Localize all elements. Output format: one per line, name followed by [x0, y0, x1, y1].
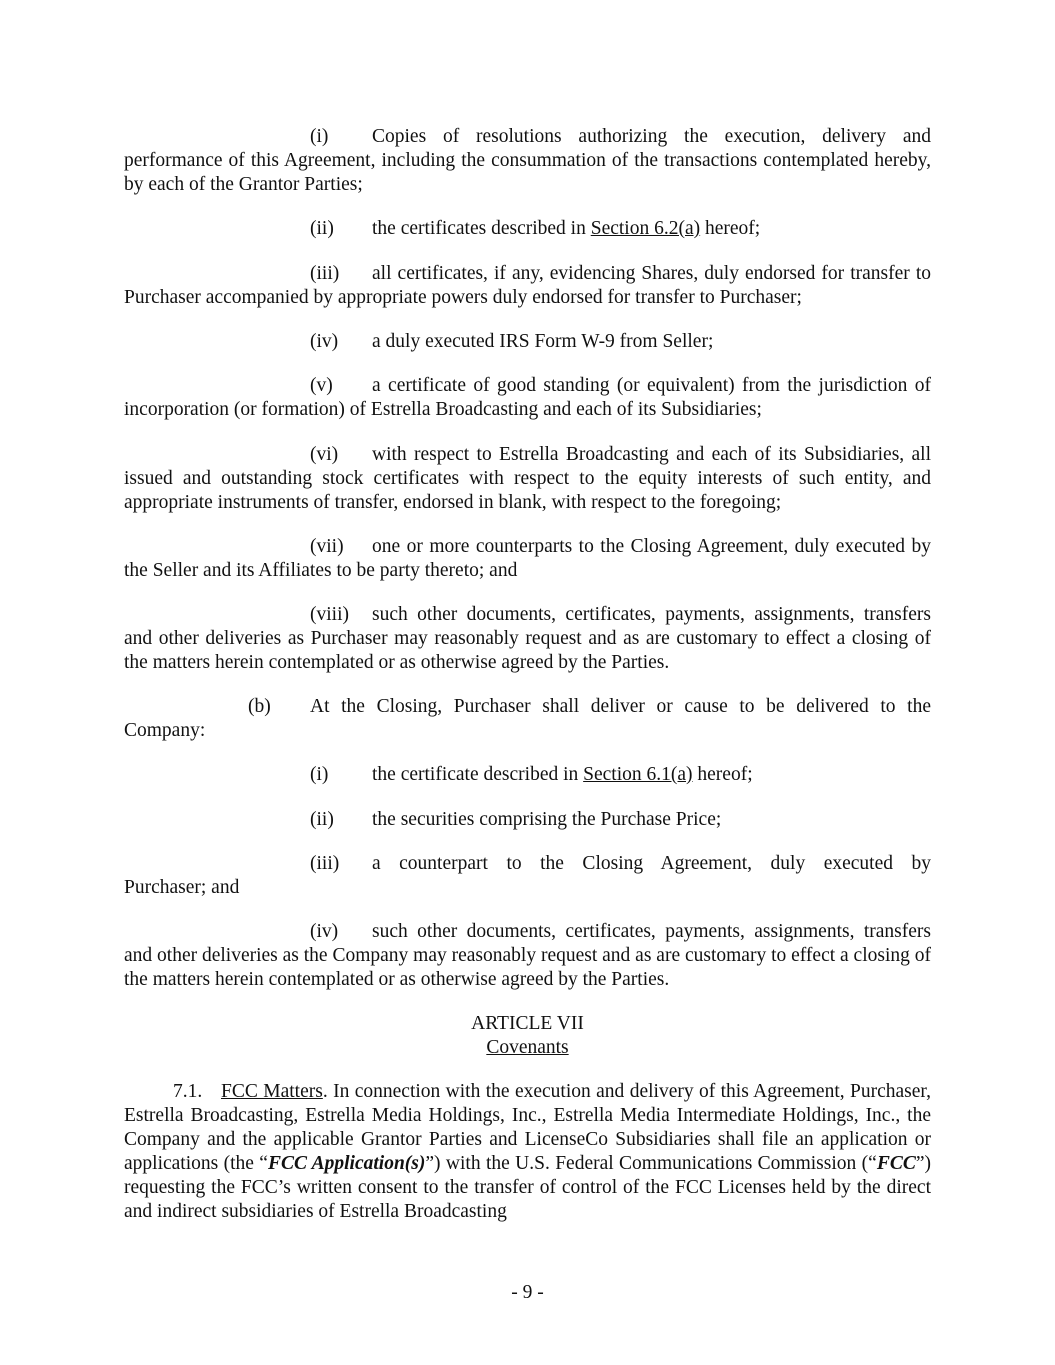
item-text: a duly executed IRS Form W-9 from Seller;	[372, 331, 714, 352]
item-number: (v)	[310, 375, 333, 396]
section-b-number: (b)	[248, 696, 271, 717]
item-text: a certificate of good standing (or equivalent) from the jurisdiction of incorporation (or formation) of Estrella Broadcasting and each of its Subsidiaries;	[124, 375, 931, 420]
defined-term: FCC	[876, 1153, 916, 1174]
page-number: - 9 -	[511, 1282, 544, 1303]
item-number: (iii)	[310, 853, 340, 874]
item-text: such other documents, certificates, payments, assignments, transfers and other deliveries as the Company may reasonably request and as are customary to effect a closing of the matters herein contemplated or as otherwise agreed by the Parties.	[124, 921, 931, 990]
item-text: a counterpart to the Closing Agreement, duly executed by	[372, 853, 931, 874]
section-reference: Section 6.1(a)	[583, 764, 693, 785]
item-text: with respect to Estrella Broadcasting and each of its Subsidiaries, all issued and outstanding stock certificates with respect to the equity interests of such entity, and appropriate instruments of transfer, endorsed in blank, with respect to the foregoing;	[124, 444, 931, 513]
section-number: 7.1.	[173, 1081, 203, 1102]
article-subtitle: Covenants	[486, 1037, 569, 1058]
b-item-iv	[124, 920, 931, 992]
item-number: (iv)	[310, 921, 339, 942]
item-ii	[124, 217, 931, 241]
item-i	[124, 125, 931, 197]
item-iv	[124, 330, 931, 354]
b-item-i	[124, 763, 931, 787]
item-text: the certificate described in	[372, 764, 584, 785]
item-text: Copies of resolutions authorizing the execution, delivery and performance of this Agreement, including the consummation of the transactions contemplated hereby, by each of the Grantor Parties;	[124, 126, 931, 195]
section-b-line2: Company:	[124, 720, 206, 741]
section-b-line1: At the Closing, Purchaser shall deliver or cause to be delivered to the	[310, 696, 931, 717]
defined-term: FCC Application(s)	[267, 1153, 426, 1174]
b-item-iii-line2: Purchaser; and	[124, 877, 240, 898]
item-number: (ii)	[310, 809, 334, 830]
section-text: . In connection with the execution and delivery of this Agreement, Purchaser, Estrella Broadcasting, Estrella Media Holdings, Inc., Estrella Media Intermediate Holdings, Inc., the Company and the applicable Grantor Parties and LicenseCo Subsidiaries shall file an application or applications (the “	[124, 1081, 931, 1174]
item-text: such other documents, certificates, payments, assignments, transfers and other deliveries as Purchaser may reasonably request and as are customary to effect a closing of the matters herein contemplated or as otherwise agreed by the Parties.	[124, 604, 931, 673]
item-text: one or more counterparts to the Closing Agreement, duly executed by the Seller and its Affiliates to be party thereto; and	[124, 536, 931, 581]
section-reference: Section 6.2(a)	[590, 218, 701, 239]
section-7-1	[124, 1080, 931, 1224]
item-text: all certificates, if any, evidencing Shares, duly endorsed for transfer to Purchaser accompanied by appropriate powers duly endorsed for transfer to Purchaser;	[124, 263, 931, 308]
article-subtitle-row	[0, 1036, 1055, 1060]
section-heading: FCC Matters	[221, 1081, 323, 1102]
item-text: hereof;	[692, 764, 753, 785]
item-vi	[124, 443, 931, 515]
item-iii	[124, 262, 931, 310]
item-number: (iv)	[310, 331, 339, 352]
item-number: (i)	[310, 126, 329, 147]
item-text: the securities comprising the Purchase Price;	[372, 809, 722, 830]
item-vii	[124, 535, 931, 583]
item-text: hereof;	[700, 218, 761, 239]
article-title: ARTICLE VII	[471, 1013, 584, 1034]
section-text: ”) with the U.S. Federal Communications Commission (“	[425, 1153, 877, 1174]
item-number: (vii)	[310, 536, 344, 557]
item-text: the certificates described in	[372, 218, 591, 239]
item-v	[124, 374, 931, 422]
item-viii	[124, 603, 931, 675]
item-number: (ii)	[310, 218, 334, 239]
b-item-ii	[124, 808, 931, 832]
item-number: (viii)	[310, 604, 349, 625]
item-number: (vi)	[310, 444, 339, 465]
section-text: ”) requesting the FCC’s written consent to the transfer of control of the FCC Licenses held by the direct and indirect subsidiaries of Estrella Broadcasting	[124, 1153, 931, 1222]
item-number: (i)	[310, 764, 329, 785]
item-number: (iii)	[310, 263, 340, 284]
